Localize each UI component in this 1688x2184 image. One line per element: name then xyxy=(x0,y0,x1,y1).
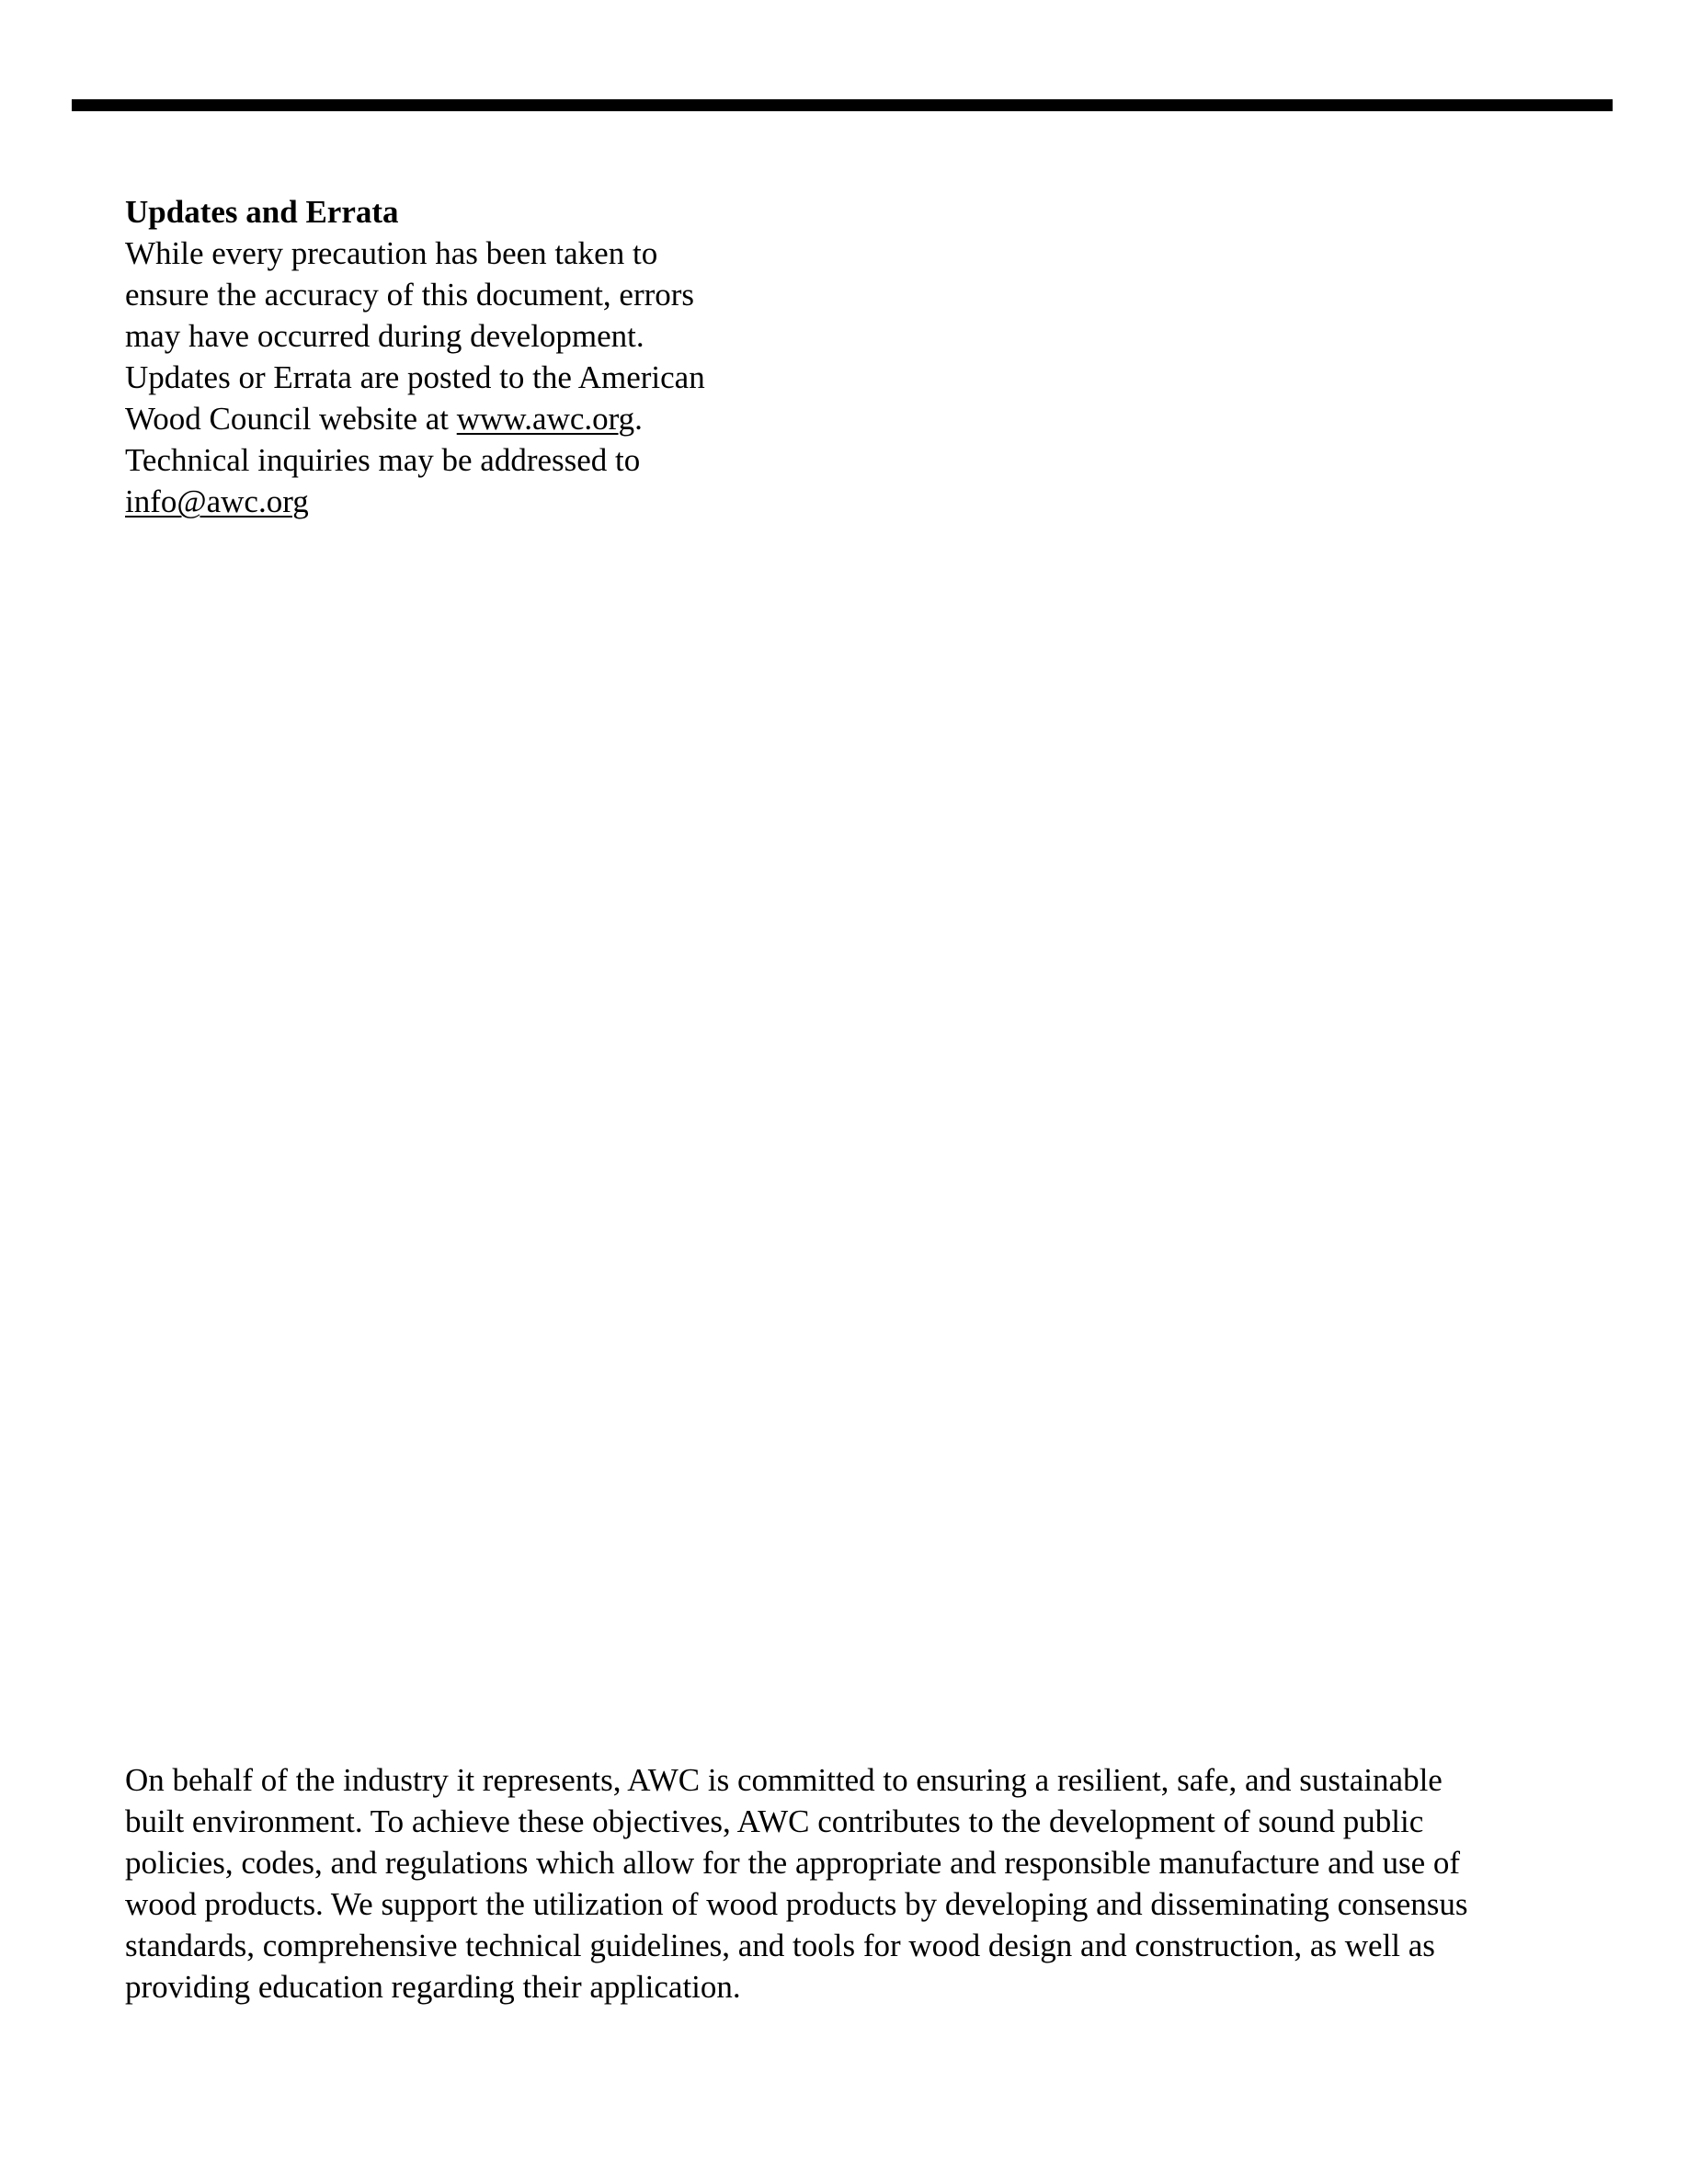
email-link[interactable]: info@awc.org xyxy=(125,483,309,519)
mission-line: wood products. We support the utilization of wood products by developing and disseminating consensus xyxy=(125,1886,1468,1922)
mission-statement xyxy=(125,1759,1614,2008)
mission-line: providing education regarding their application. xyxy=(125,1969,741,2005)
mission-line: built environment. To achieve these objectives, AWC contributes to the development of sound public xyxy=(125,1803,1424,1839)
mission-line: standards, comprehensive technical guidelines, and tools for wood design and construction, as well as xyxy=(125,1928,1435,1963)
errata-line-3: may have occurred during development. xyxy=(125,318,644,354)
website-link[interactable]: www.awc.org xyxy=(456,401,635,437)
errata-line-1: While every precaution has been taken to xyxy=(125,235,658,271)
errata-line-4: Updates or Errata are posted to the American xyxy=(125,359,705,395)
updates-errata-section xyxy=(125,191,769,522)
errata-line-7 xyxy=(125,481,769,522)
errata-line-5-suffix: . xyxy=(634,401,643,437)
errata-line-6: Technical inquiries may be addressed to xyxy=(125,442,641,478)
mission-line: policies, codes, and regulations which allow for the appropriate and responsible manufacture and use of xyxy=(125,1845,1461,1881)
mission-line: On behalf of the industry it represents, AWC is committed to ensuring a resilient, safe, and sustainable xyxy=(125,1762,1443,1798)
errata-line-2: ensure the accuracy of this document, errors xyxy=(125,277,695,313)
errata-line-5 xyxy=(125,398,769,439)
top-horizontal-rule xyxy=(72,99,1613,111)
errata-heading: Updates and Errata xyxy=(125,194,399,230)
errata-line-5-prefix: Wood Council website at xyxy=(125,401,457,437)
